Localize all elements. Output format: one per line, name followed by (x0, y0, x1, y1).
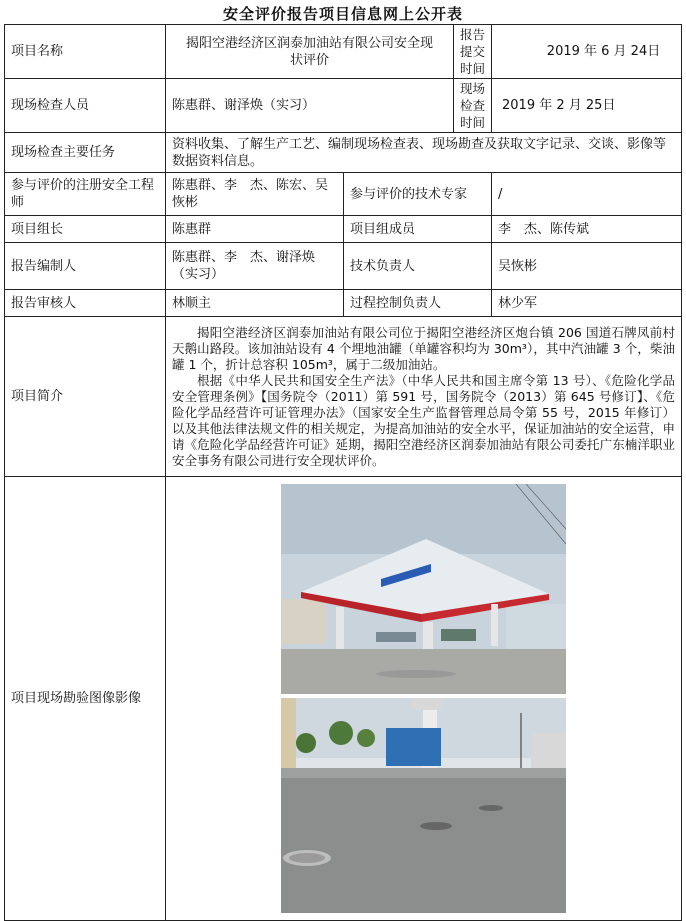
compiler-value: 陈惠群、李 杰、谢泽焕（实习） (166, 243, 344, 290)
table-row (5, 290, 682, 317)
intro-label: 项目简介 (5, 317, 166, 477)
tech-lead-label: 技术负责人 (344, 243, 492, 290)
leader-value: 陈惠群 (166, 216, 344, 243)
table-row (5, 216, 682, 243)
engineers-label: 参与评价的注册安全工程师 (5, 173, 166, 216)
project-name-label: 项目名称 (5, 25, 166, 79)
table-row (5, 477, 682, 921)
inspect-time-label: 现场检查时间 (454, 79, 492, 133)
site-photo-forecourt (281, 698, 566, 913)
members-label: 项目组成员 (344, 216, 492, 243)
tech-lead-value: 吴恢彬 (492, 243, 682, 290)
process-lead-value: 林少军 (492, 290, 682, 317)
intro-content (166, 317, 682, 477)
table-row (5, 25, 682, 79)
images-label: 项目现场勘验图像影像 (5, 477, 166, 921)
reviewer-label: 报告审核人 (5, 290, 166, 317)
inspect-time-value: 2019 年 2 月 25日 (492, 79, 682, 133)
table-row (5, 133, 682, 173)
project-name-value: 揭阳空港经济区润泰加油站有限公司安全现状评价 (166, 25, 454, 79)
intro-paragraph-2: 根据《中华人民共和国安全生产法》（中华人民共和国主席令第 13 号）、《危险化学品安全管理条例》【国务院令（2011）第 591 号，国务院令（2013）第 645 号修订】、《危险化学品经营许可证管理办法》（国家安全生产监督管理总局令第 55 号，2015 年修订）以及其他法律法规文件的相关规定，为提高加油站的安全水平，保证加油站的安全运营，申请《危险化学品经营许可证》延期，揭阳空港经济区润泰加油站有限公司委托广东楠洋职业安全事务有限公司进行安全现状评价。 (172, 372, 676, 468)
reviewer-value: 林顺主 (166, 290, 344, 317)
tasks-value: 资料收集、了解生产工艺、编制现场检查表、现场勘查及获取文字记录、交谈、影像等数据资料信息。 (166, 133, 682, 173)
inspectors-label: 现场检查人员 (5, 79, 166, 133)
submit-time-label: 报告提交时间 (454, 25, 492, 79)
page-title: 安全评价报告项目信息网上公开表 (222, 5, 463, 23)
inspectors-value: 陈惠群、谢泽焕（实习） (166, 79, 454, 133)
images-cell (166, 477, 682, 921)
experts-value: / (492, 173, 682, 216)
table-row (5, 173, 682, 216)
leader-label: 项目组长 (5, 216, 166, 243)
site-photo-canopy (281, 484, 566, 694)
intro-paragraph-1: 揭阳空港经济区润泰加油站有限公司位于揭阳空港经济区炮台镇 206 国道石牌凤前村天鹅山路段。该加油站设有 4 个埋地油罐（单罐容积均为 30m³），其中汽油罐 3 个，柴油罐 1 个，折计总容积 105m³，属于二级加油站。 (172, 324, 676, 372)
table-row (5, 243, 682, 290)
table-row (5, 317, 682, 477)
tasks-label: 现场检查主要任务 (5, 133, 166, 173)
table-row (5, 79, 682, 133)
compiler-label: 报告编制人 (5, 243, 166, 290)
members-value: 李 杰、陈传斌 (492, 216, 682, 243)
experts-label: 参与评价的技术专家 (344, 173, 492, 216)
engineers-value: 陈惠群、李 杰、陈宏、吴恢彬 (166, 173, 344, 216)
submit-time-value: 2019 年 6 月 24日 (492, 25, 682, 79)
info-table (4, 24, 682, 921)
process-lead-label: 过程控制负责人 (344, 290, 492, 317)
